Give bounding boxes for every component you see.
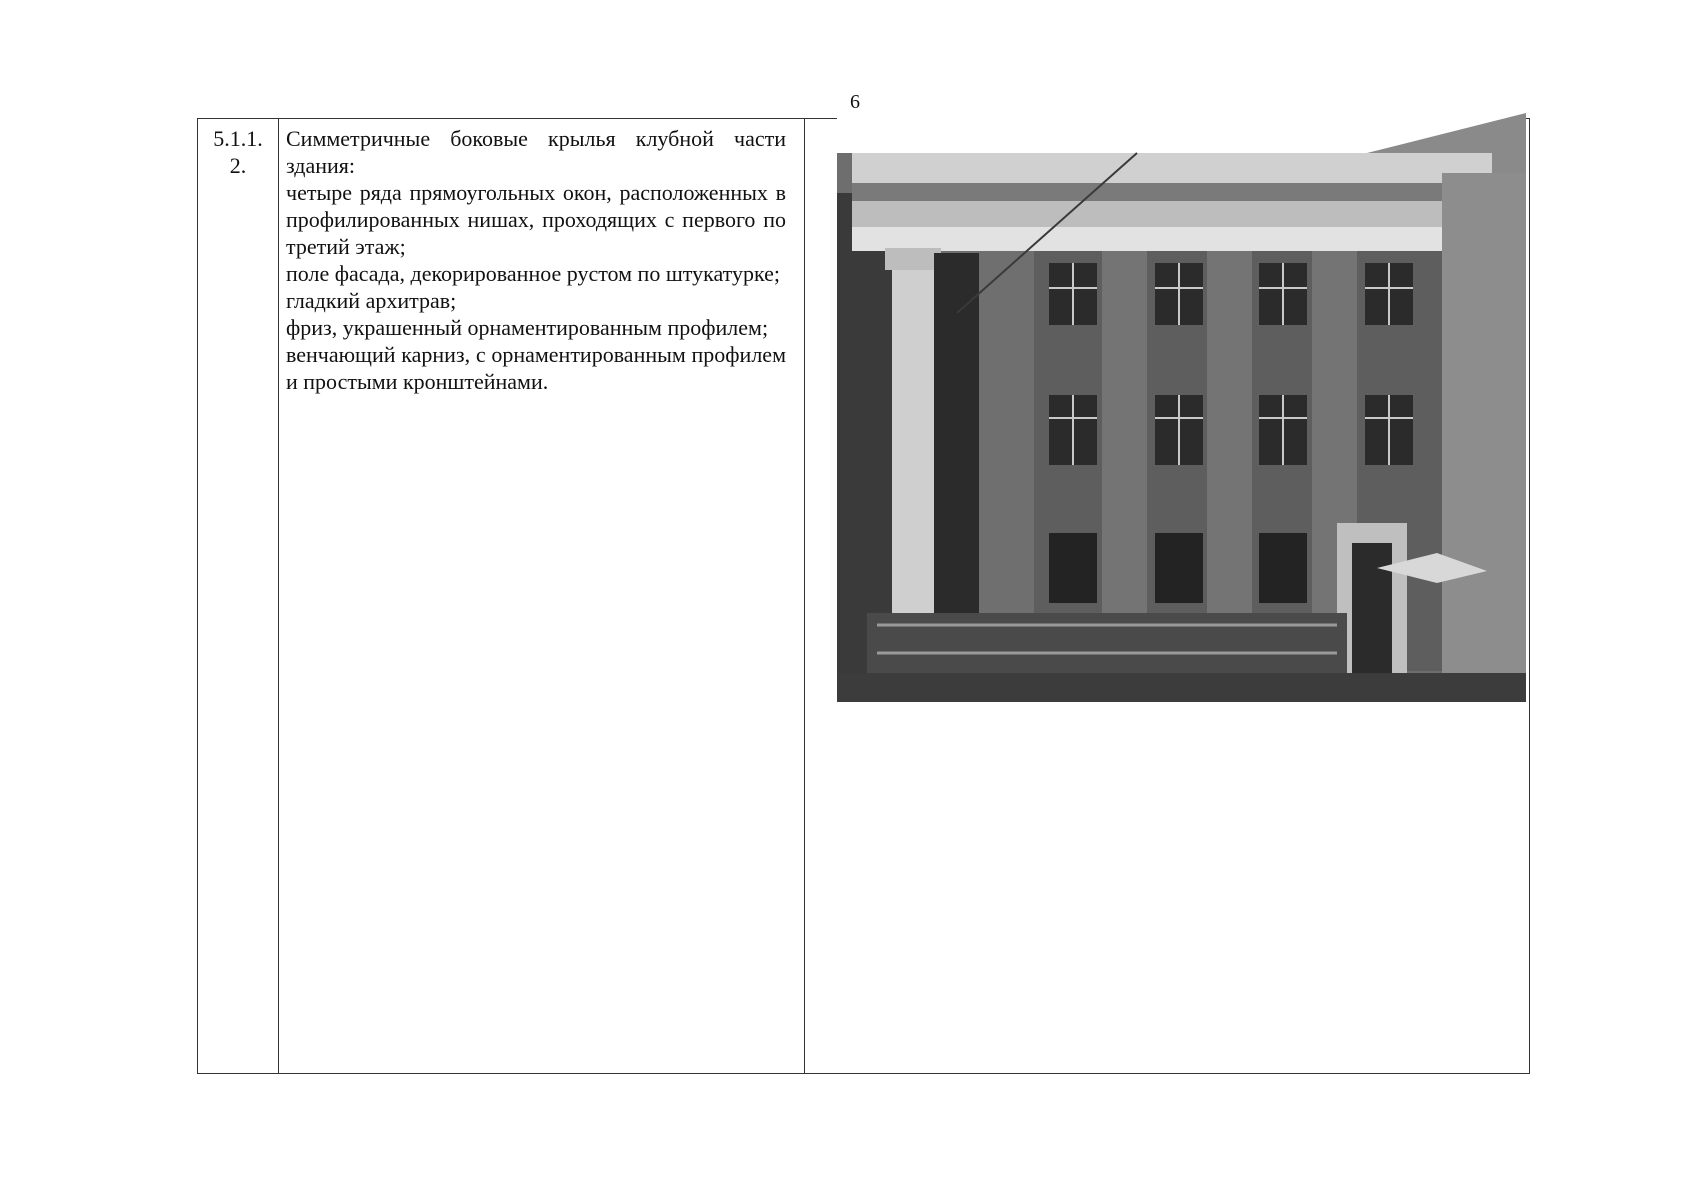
building-facade-photo [837, 113, 1526, 702]
row-item: фриз, украшенный орнаментированным профилем; [286, 315, 769, 340]
description-table [197, 118, 1530, 1074]
table-divider-2 [804, 119, 805, 1073]
row-item: гладкий архитрав; [286, 288, 457, 313]
row-item: четыре ряда прямоугольных окон, расположенных в профилированных нишах, проходящих с первого по третий этаж; [286, 180, 786, 259]
row-number-line1: 5.1.1. [213, 126, 263, 151]
row-description-cell [280, 119, 794, 395]
row-number-cell [198, 119, 278, 179]
row-item: венчающий карниз, с орнаментированным профилем и простыми кронштейнами. [286, 342, 786, 394]
row-title: Симметричные боковые крылья клубной части здания: [286, 126, 786, 178]
page-number: 6 [850, 91, 860, 113]
table-divider-1 [278, 119, 279, 1073]
row-number-line2: 2. [229, 153, 247, 178]
photo-cell [820, 119, 1529, 1073]
building-facade-image [837, 113, 1526, 702]
row-item: поле фасада, декорированное рустом по штукатурке; [286, 261, 780, 286]
